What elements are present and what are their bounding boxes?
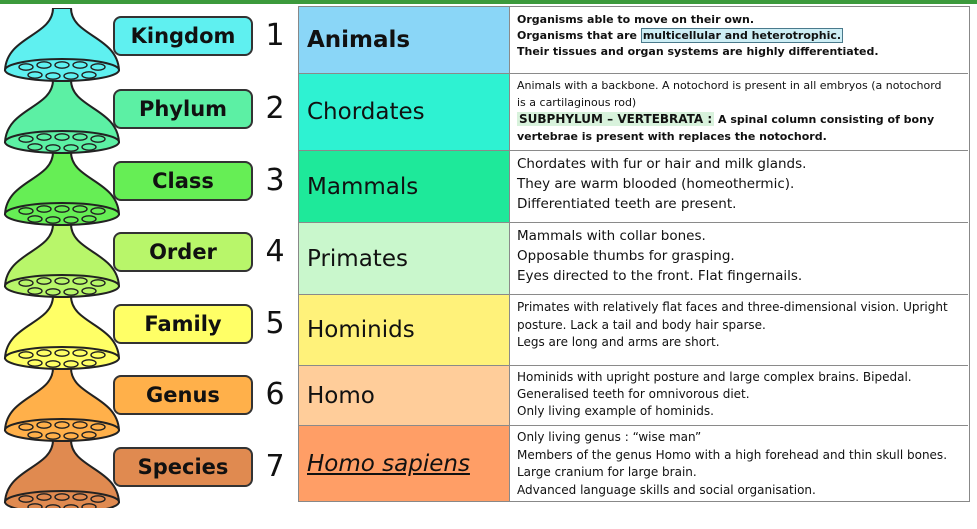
rank-family-box — [113, 304, 253, 344]
funnel-cell — [37, 206, 51, 212]
funnel-cell — [64, 433, 78, 439]
funnel-cell — [82, 72, 96, 78]
funnel-cell — [73, 278, 87, 284]
rank-kingdom-box — [113, 16, 253, 56]
funnel-cell — [28, 432, 42, 438]
funnel-cell — [73, 494, 87, 500]
funnel-cell — [46, 505, 60, 508]
rank-class-box — [113, 161, 253, 201]
desc-primates — [510, 223, 968, 294]
funnel-cell — [19, 64, 33, 70]
funnel-cell — [55, 134, 69, 140]
desc-line: Chordates with fur or hair and milk glands. — [517, 156, 807, 172]
funnel-cell — [82, 288, 96, 294]
subphylum-heading: SUBPHYLUM – VERTEBRATA : — [519, 112, 713, 126]
desc-line: Generalised teeth for omnivorous diet. — [517, 387, 750, 401]
desc-line: Advanced language skills and social organisation. — [517, 482, 816, 497]
desc-chordates — [510, 74, 968, 150]
funnel-cell — [82, 144, 96, 150]
desc-line: Legs are long and arms are short. — [517, 335, 720, 349]
funnel-cell — [73, 62, 87, 68]
funnel-cell — [46, 145, 60, 151]
desc-line: Only living genus : “wise man” — [517, 430, 702, 444]
funnel-cell — [28, 72, 42, 78]
desc-text: Organisms that are — [517, 29, 641, 42]
desc-line: They are warm blooded (homeothermic). — [517, 176, 795, 192]
row-chordates — [299, 74, 968, 151]
rank-number-3: 3 — [265, 163, 285, 198]
desc-line: vertebrae is present with replaces the notochord. — [517, 130, 827, 143]
desc-hominids — [510, 295, 968, 365]
funnel-cell — [64, 217, 78, 223]
desc-homo — [510, 366, 968, 425]
rank-kingdom-label: Kingdom — [130, 24, 236, 48]
funnel-cell — [28, 360, 42, 366]
taxonomy-funnel-illustration — [0, 8, 120, 508]
funnel-cell — [91, 496, 105, 502]
desc-animals — [510, 7, 968, 73]
funnel-cell — [46, 289, 60, 295]
rank-genus-label: Genus — [146, 383, 220, 407]
rank-class-label: Class — [152, 169, 214, 193]
desc-line: Organisms able to move on their own. — [517, 13, 755, 26]
desc-line: Differentiated teeth are present. — [517, 196, 737, 212]
funnel-cell — [37, 494, 51, 500]
rank-number-4: 4 — [265, 234, 285, 269]
funnel-cell — [91, 352, 105, 358]
desc-line — [517, 111, 962, 128]
desc-line: Members of the genus Homo with a high forehead and thin skull bones. — [517, 447, 948, 462]
funnel-cell — [82, 360, 96, 366]
rank-order-box — [113, 232, 253, 272]
row-homo-sapiens — [299, 426, 968, 501]
row-mammals — [299, 151, 968, 223]
funnel-cell — [46, 433, 60, 439]
funnel-cell — [91, 136, 105, 142]
funnel-cell — [37, 278, 51, 284]
desc-line: Large cranium for large brain. — [517, 465, 697, 479]
funnel-cell — [55, 278, 69, 284]
funnel-cell — [64, 145, 78, 151]
funnel-cell — [73, 350, 87, 356]
funnel-cell — [55, 350, 69, 356]
row-primates — [299, 223, 968, 295]
taxonomy-table — [298, 6, 970, 502]
funnel-cell — [64, 361, 78, 367]
funnel-cell — [55, 206, 69, 212]
funnel-cell — [28, 144, 42, 150]
name-primates: Primates — [299, 223, 510, 294]
rank-number-7: 7 — [265, 449, 285, 484]
funnel-cell — [37, 350, 51, 356]
funnel-cell — [19, 280, 33, 286]
desc-line: Animals with a backbone. A notochord is present in all embryos (a notochord — [517, 79, 942, 92]
funnel-cell — [82, 432, 96, 438]
funnel-cell — [37, 62, 51, 68]
highlighted-term: multicellular and heterotrophic. — [642, 29, 842, 42]
rank-genus-box — [113, 375, 253, 415]
funnel-cell — [55, 494, 69, 500]
rank-number-5: 5 — [265, 306, 285, 341]
funnel-cell — [73, 422, 87, 428]
funnel-cell — [19, 496, 33, 502]
top-accent-bar — [0, 0, 977, 4]
desc-line: Eyes directed to the front. Flat fingernails. — [517, 268, 803, 284]
funnel-cell — [64, 505, 78, 508]
funnel-cell — [55, 62, 69, 68]
funnel-cell — [37, 422, 51, 428]
funnel-cell — [19, 424, 33, 430]
desc-homo-sapiens — [510, 426, 968, 501]
name-mammals: Mammals — [299, 151, 510, 222]
funnel-cell — [28, 504, 42, 508]
name-hominids: Hominids — [299, 295, 510, 365]
funnel-cell — [73, 206, 87, 212]
rank-number-2: 2 — [265, 91, 285, 126]
desc-line: posture. Lack a tail and body hair sparse. — [517, 317, 766, 332]
funnel-cell — [19, 352, 33, 358]
name-chordates: Chordates — [299, 74, 510, 150]
funnel-cell — [82, 504, 96, 508]
funnel-cell — [73, 134, 87, 140]
funnel-cell — [46, 361, 60, 367]
rank-species-label: Species — [137, 455, 229, 479]
desc-line: Opposable thumbs for grasping. — [517, 248, 735, 264]
rank-phylum-label: Phylum — [138, 97, 228, 121]
funnel-cell — [82, 216, 96, 222]
name-animals: Animals — [299, 7, 510, 73]
row-hominids — [299, 295, 968, 366]
funnel-cell — [91, 208, 105, 214]
rank-family-label: Family — [144, 312, 222, 336]
name-homo-sapiens: Homo sapiens — [299, 426, 510, 501]
funnel-cell — [19, 136, 33, 142]
rank-number-1: 1 — [265, 18, 285, 53]
desc-mammals — [510, 151, 968, 222]
desc-line — [517, 28, 962, 44]
row-homo — [299, 366, 968, 426]
funnel-cell — [55, 422, 69, 428]
rank-phylum-box — [113, 89, 253, 129]
name-homo: Homo — [299, 366, 510, 425]
funnel-cell — [91, 424, 105, 430]
funnel-cell — [64, 289, 78, 295]
desc-line: Their tissues and organ systems are highly differentiated. — [517, 45, 879, 58]
rank-order-label: Order — [149, 240, 217, 264]
rank-species-box — [113, 447, 253, 487]
funnel-cell — [19, 208, 33, 214]
row-animals — [299, 7, 968, 74]
funnel-cell — [28, 288, 42, 294]
desc-text: A spinal column consisting of bony — [714, 113, 935, 126]
desc-line: Hominids with upright posture and large complex brains. Bipedal. — [517, 370, 912, 384]
funnel-cell — [46, 73, 60, 79]
desc-line: is a cartilaginous rod) — [517, 96, 637, 109]
funnel-cell — [64, 73, 78, 79]
desc-line: Mammals with collar bones. — [517, 228, 706, 244]
desc-line: Only living example of hominids. — [517, 404, 714, 418]
rank-number-6: 6 — [265, 377, 285, 412]
funnel-cell — [91, 280, 105, 286]
funnel-cell — [28, 216, 42, 222]
funnel-cell — [91, 64, 105, 70]
desc-line: Primates with relatively flat faces and three-dimensional vision. Upright — [517, 300, 948, 314]
funnel-cell — [37, 134, 51, 140]
funnel-cell — [46, 217, 60, 223]
